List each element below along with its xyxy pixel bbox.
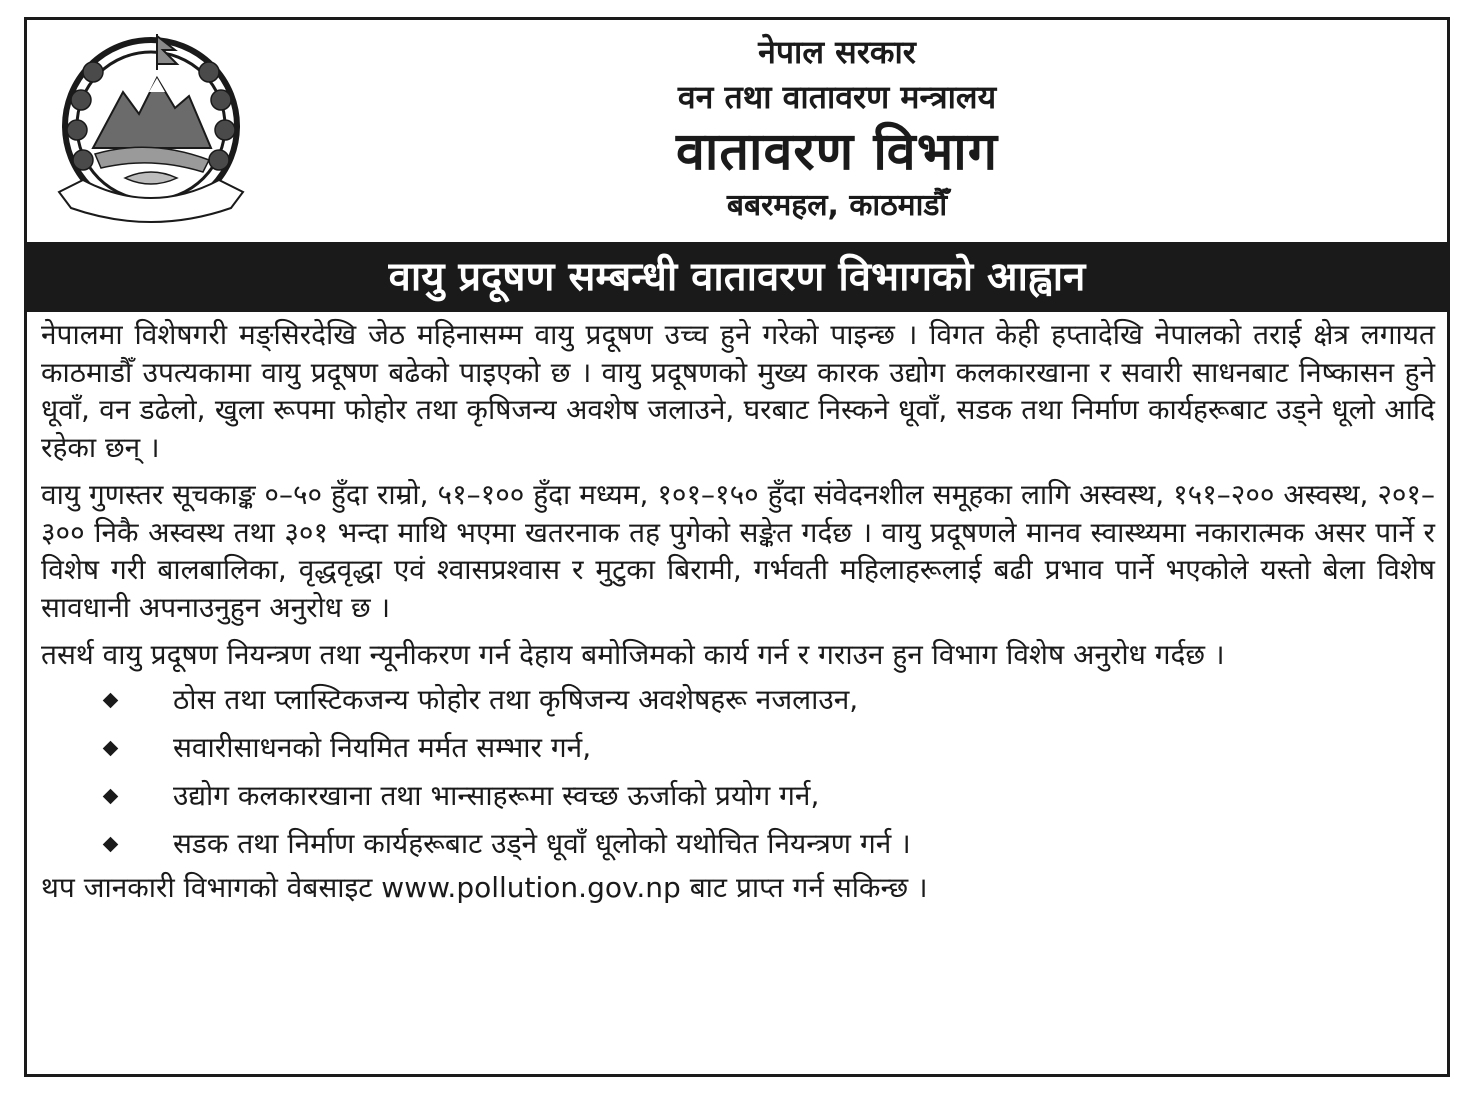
list-item [101,676,1435,724]
notice-frame [24,17,1450,1077]
list-item-text: ठोस तथा प्लास्टिकजन्य फोहोर तथा कृषिजन्य अवशेषहरू नजलाउन, [173,682,859,716]
notice-header [27,20,1447,242]
list-item [101,772,1435,820]
diamond-bullet-icon [103,788,119,804]
diamond-bullet-icon [103,692,119,708]
list-item [101,820,1435,868]
list-item [101,724,1435,772]
header-text [227,30,1447,228]
action-list [41,676,1435,868]
paragraph-request: तसर्थ वायु प्रदूषण नियन्त्रण तथा न्यूनीकरण गर्न देहाय बमोजिमको कार्य गर्न र गराउन हुन विभाग विशेष अनुरोध गर्दछ । [41,638,1225,671]
footer-website-note: थप जानकारी विभागको वेबसाइट www.pollution.gov.np बाट प्राप्त गर्न सकिन्छ । [41,870,928,904]
paragraph-aqi: वायु गुणस्तर सूचकाङ्क ०–५० हुँदा राम्रो, ५१–१०० हुँदा मध्यम, १०१–१५० हुँदा संवेदनशील समूहका लागि अस्वस्थ, १५१–२०० अस्वस्थ, २०१–३०० निकै अस्वस्थ तथा ३०१ भन्दा माथि भएमा खतरनाक तह पुगेको सङ्केत गर्दछ । वायु प्रदूषणले मानव स्वास्थ्यमा नकारात्मक असर पार्ने र विशेष गरी बालबालिका, वृद्धवृद्धा एवं श्वासप्रश्वास र मुटुका बिरामी, गर्भवती महिलाहरूलाई बढी प्रभाव पार्ने भएकोले यस्तो बेला विशेष सावधानी अपनाउनुहुन अनुरोध छ । [41,478,1435,624]
list-item-text: सवारीसाधनको नियमित मर्मत सम्भार गर्न, [173,730,592,764]
department-address: बबरमहल, काठमाडौँ [726,188,948,223]
paragraph-causes: नेपालमा विशेषगरी मङ्सिरदेखि जेठ महिनासम्म वायु प्रदूषण उच्च हुने गरेको पाइन्छ । विगत केही हप्तादेखि नेपालको तराई क्षेत्र लगायत काठमाडौँ उपत्यकामा वायु प्रदूषण बढेको पाइएको छ । वायु प्रदूषणको मुख्य कारक उद्योग कलकारखाना र सवारी साधनबाट निष्कासन हुने धूवाँ, वन डढेलो, खुला रूपमा फोहोर तथा कृषिजन्य अवशेष जलाउने, घरबाट निस्कने धूवाँ, सडक तथा निर्माण कार्यहरूबाट उड्ने धूलो आदि रहेका छन् । [41,318,1435,464]
list-item-text: उद्योग कलकारखाना तथा भान्साहरूमा स्वच्छ ऊर्जाको प्रयोग गर्न, [173,778,820,812]
list-item-text: सडक तथा निर्माण कार्यहरूबाट उड्ने धूवाँ धूलोको यथोचित नियन्त्रण गर्न । [173,826,911,860]
notice-title-banner: वायु प्रदूषण सम्बन्धी वातावरण विभागको आह्वान [27,242,1447,312]
diamond-bullet-icon [103,740,119,756]
department-name: वातावरण विभाग [675,122,999,182]
government-name: नेपाल सरकार [758,33,916,71]
government-emblem-icon [53,30,249,230]
notice-body [27,312,1447,908]
ministry-name: वन तथा वातावरण मन्त्रालय [677,78,997,116]
diamond-bullet-icon [103,836,119,852]
